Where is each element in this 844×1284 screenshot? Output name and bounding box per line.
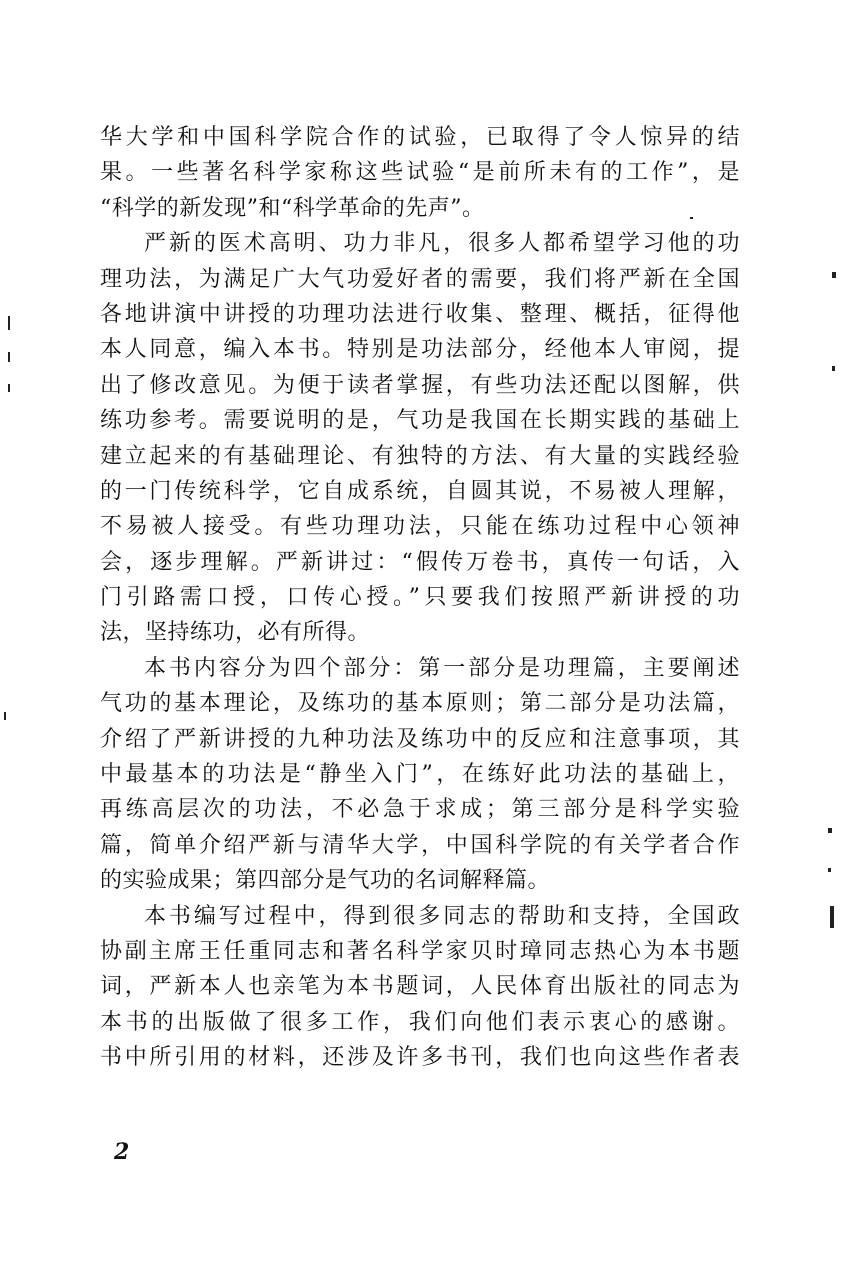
text-line: 中最基本的功法是“静坐入门”，在练好此功法的基础上， bbox=[100, 762, 740, 788]
scan-speck bbox=[4, 712, 6, 720]
text-line: 本书的出版做了很多工作，我们向他们表示衷心的感谢。 bbox=[100, 1009, 740, 1035]
text-line: 门引路需口授，口传心授。”只要我们按照严新讲授的功 bbox=[100, 585, 740, 611]
page-number: 2 bbox=[114, 1139, 130, 1165]
text-line: 理功法，为满足广大气功爱好者的需要，我们将严新在全国 bbox=[100, 266, 740, 292]
scan-speck bbox=[830, 906, 834, 928]
scan-speck bbox=[8, 384, 10, 392]
text-line: 建立起来的有基础理论、有独特的方法、有大量的实践经验 bbox=[100, 443, 740, 469]
text-line: 气功的基本理论，及练功的基本原则；第二部分是功法篇， bbox=[100, 691, 740, 717]
paragraph-start-line: 本书内容分为四个部分：第一部分是功理篇，主要阐述 bbox=[144, 655, 740, 681]
text-line: 的实验成果；第四部分是气功的名词解释篇。 bbox=[100, 868, 551, 894]
scan-speck bbox=[832, 366, 835, 371]
text-line: “科学的新发现”和“科学革命的先声”。 bbox=[100, 195, 485, 221]
text-line: 本人同意，编入本书。特别是功法部分，经他本人审阅，提 bbox=[100, 337, 740, 363]
paragraph-start-line: 本书编写过程中，得到很多同志的帮助和支持，全国政 bbox=[144, 903, 740, 929]
body-text bbox=[100, 120, 740, 1076]
text-line: 果。一些著名科学家称这些试验“是前所未有的工作”，是 bbox=[100, 160, 740, 186]
scan-speck bbox=[8, 316, 10, 330]
text-line: 不易被人接受。有些功理功法，只能在练功过程中心领神 bbox=[100, 514, 740, 540]
scan-speck bbox=[828, 868, 831, 872]
paragraph-start-line: 严新的医术高明、功力非凡，很多人都希望学习他的功 bbox=[144, 231, 740, 257]
text-line: 练功参考。需要说明的是，气功是我国在长期实践的基础上 bbox=[100, 408, 740, 434]
text-line: 法，坚持练功，必有所得。 bbox=[100, 620, 371, 646]
text-line: 篇，简单介绍严新与清华大学，中国科学院的有关学者合作 bbox=[100, 832, 740, 858]
text-line: 协副主席王任重同志和著名科学家贝时璋同志热心为本书题 bbox=[100, 938, 740, 964]
text-line: 介绍了严新讲授的九种功法及练功中的反应和注意事项，其 bbox=[100, 726, 740, 752]
text-line: 会，逐步理解。严新讲过：“假传万卷书，真传一句话，入 bbox=[100, 549, 740, 575]
text-line: 再练高层次的功法，不必急于求成；第三部分是科学实验 bbox=[100, 797, 740, 823]
text-line: 出了修改意见。为便于读者掌握，有些功法还配以图解，供 bbox=[100, 372, 740, 398]
scan-speck bbox=[832, 272, 836, 278]
scan-speck bbox=[8, 352, 10, 362]
text-line: 词，严新本人也亲笔为本书题词，人民体育出版社的同志为 bbox=[100, 974, 740, 1000]
scan-speck bbox=[828, 828, 832, 833]
text-line: 华大学和中国科学院合作的试验，已取得了令人惊异的结 bbox=[100, 125, 740, 150]
text-line: 书中所引用的材料，还涉及许多书刊，我们也向这些作者表 bbox=[100, 1045, 740, 1071]
text-line: 各地讲演中讲授的功理功法进行收集、整理、概括，征得他 bbox=[100, 301, 740, 327]
scan-speck bbox=[690, 217, 693, 219]
text-line: 的一门传统科学，它自成系统，自圆其说，不易被人理解， bbox=[100, 478, 740, 504]
